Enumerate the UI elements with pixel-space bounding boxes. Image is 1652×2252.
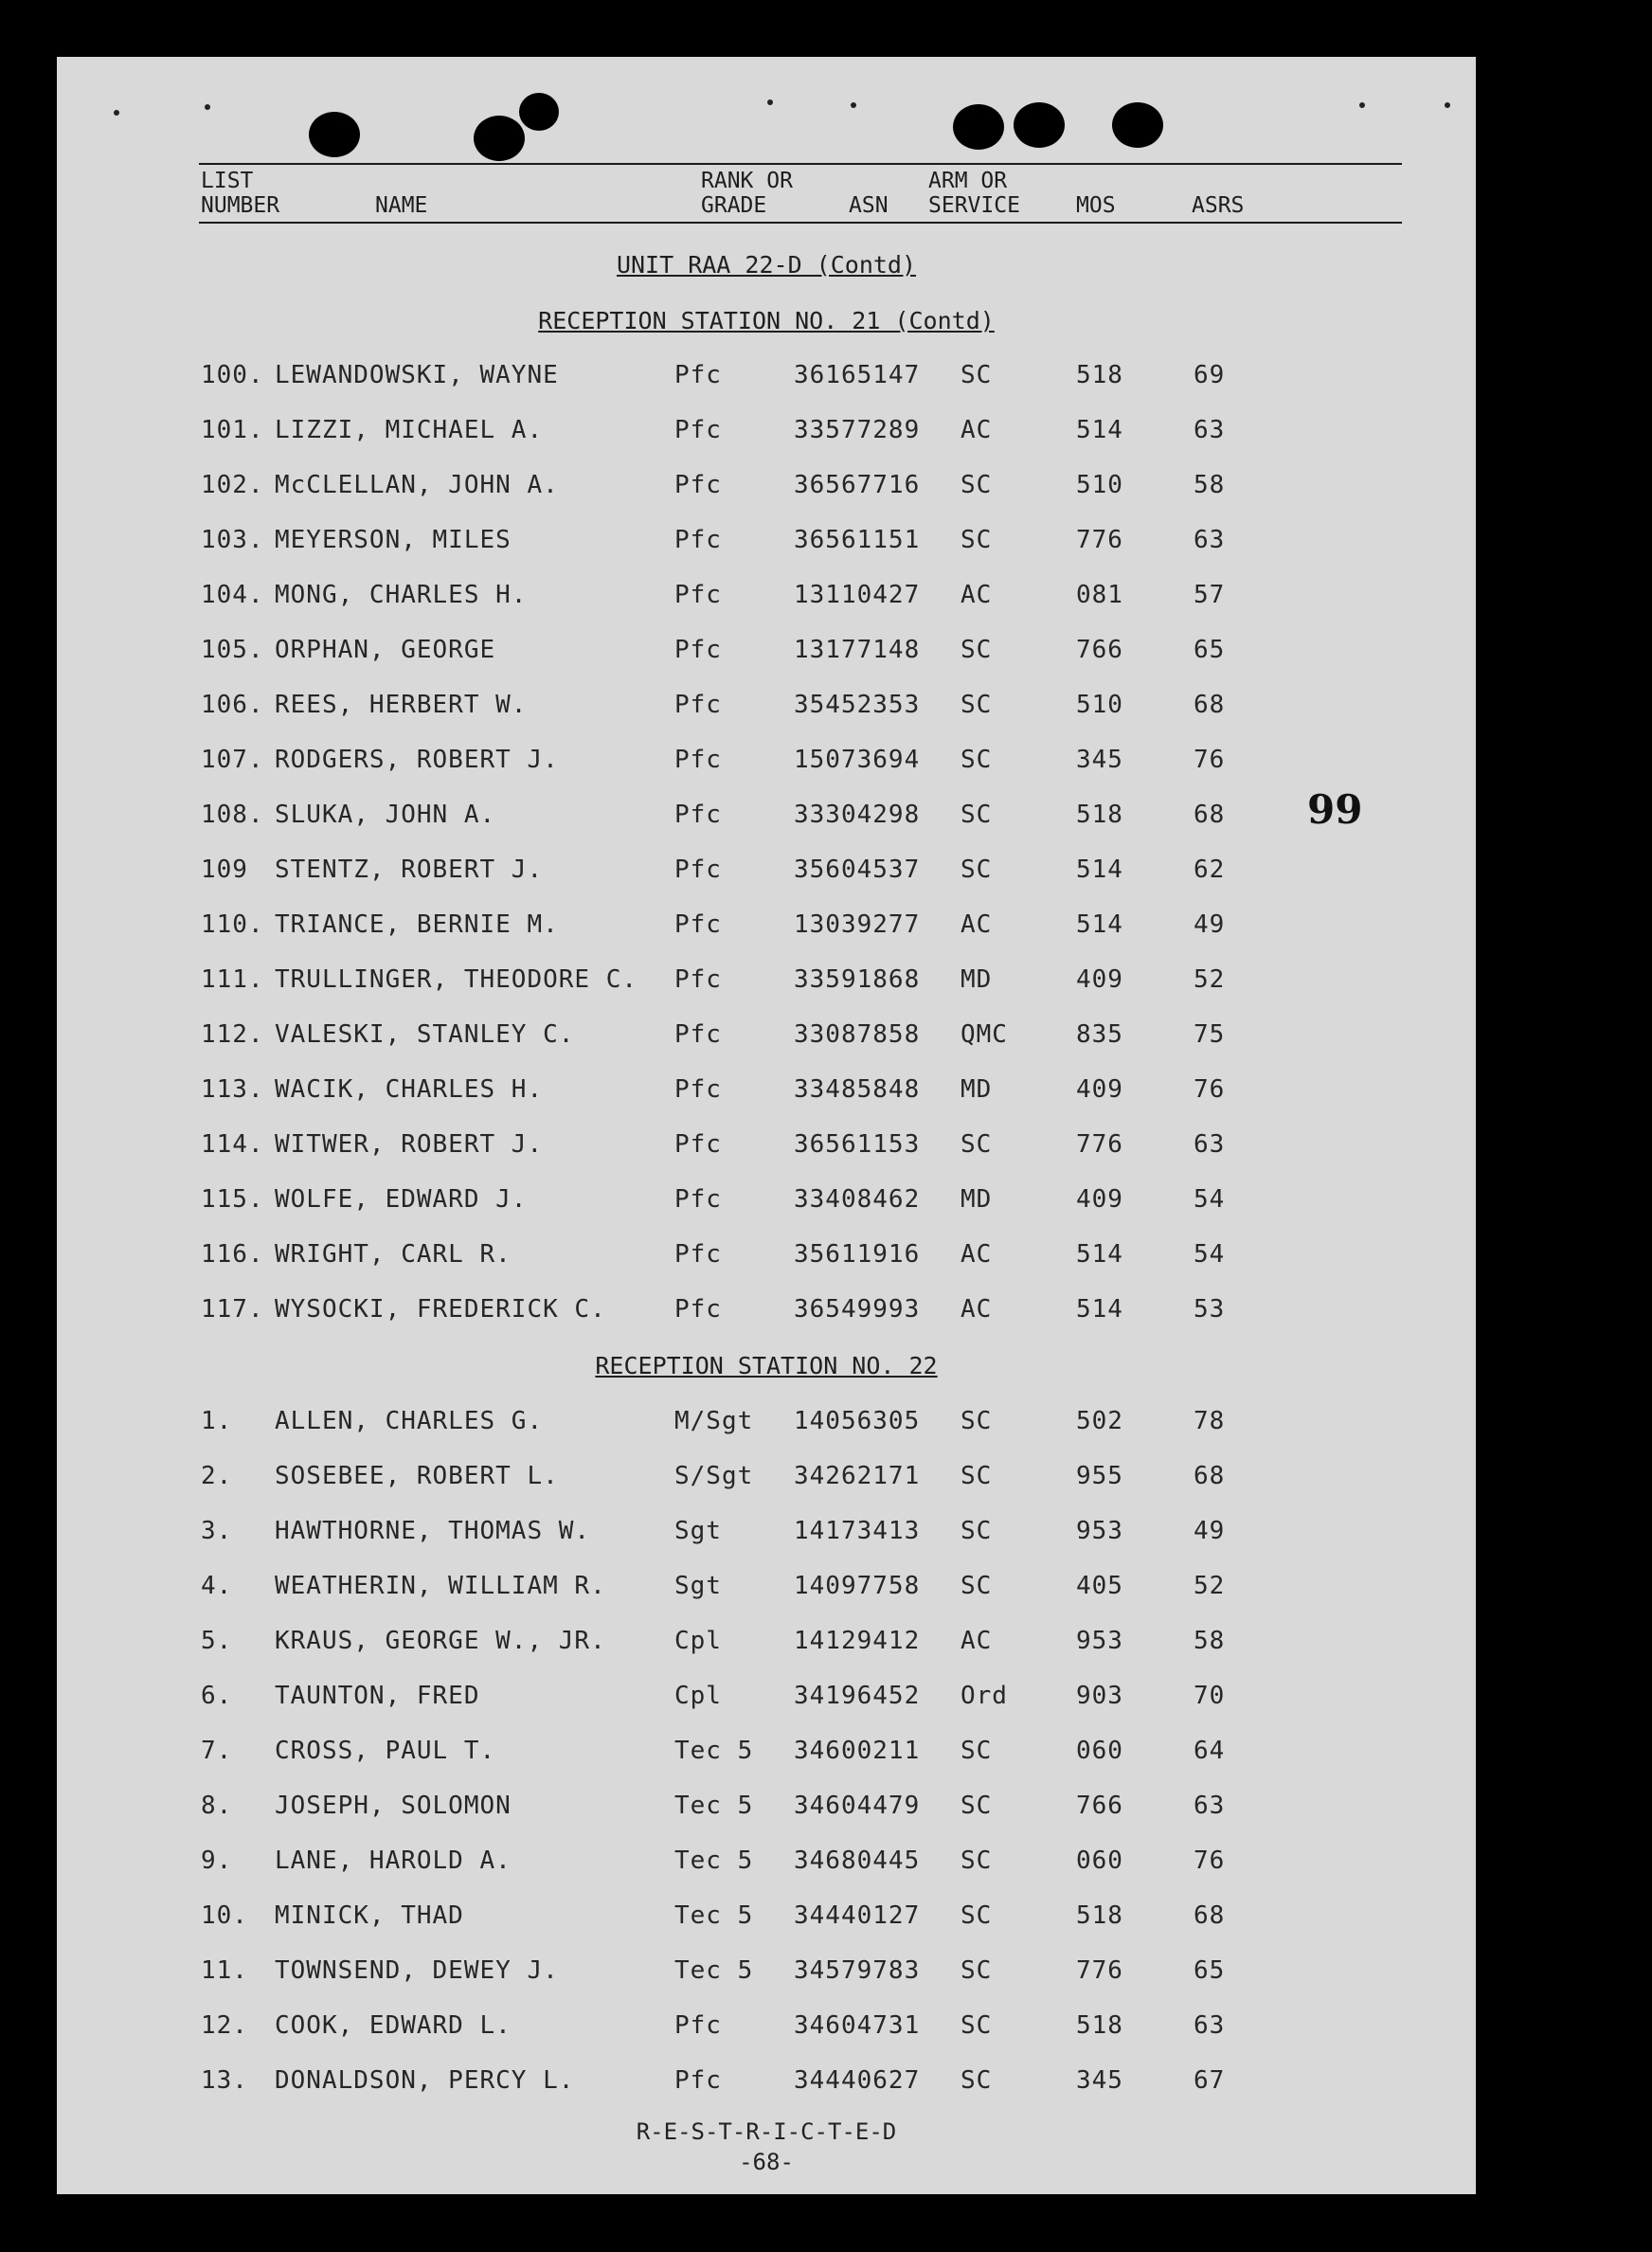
header-mos: MOS: [1076, 193, 1116, 218]
table-row: [57, 1240, 1476, 1274]
cell-asn: 15073694: [794, 746, 921, 774]
cell-mos: 060: [1076, 1847, 1123, 1875]
cell-num: 108.: [201, 801, 264, 829]
cell-arm: SC: [961, 1901, 993, 1930]
cell-name: STENTZ, ROBERT J.: [275, 856, 544, 884]
punch-hole: [953, 104, 1004, 150]
punch-hole: [1014, 102, 1065, 148]
table-row: [57, 581, 1476, 615]
cell-asn: 34600211: [794, 1737, 921, 1765]
punch-hole: [309, 112, 360, 157]
cell-asn: 35604537: [794, 856, 921, 884]
cell-rank: Pfc: [674, 636, 722, 664]
cell-asrs: 75: [1194, 1020, 1226, 1049]
cell-asn: 33577289: [794, 416, 921, 444]
page-stamp: 99: [1307, 786, 1363, 833]
cell-mos: 953: [1076, 1627, 1123, 1655]
cell-arm: SC: [961, 1792, 993, 1820]
cell-asn: 14056305: [794, 1407, 921, 1435]
cell-rank: Pfc: [674, 361, 722, 389]
cell-asn: 13177148: [794, 636, 921, 664]
cell-asrs: 69: [1194, 361, 1226, 389]
cell-num: 111.: [201, 965, 264, 994]
cell-asn: 34440627: [794, 2066, 921, 2095]
header-asrs: ASRS: [1192, 193, 1245, 218]
footer-page-number: -68-: [739, 2149, 794, 2175]
cell-arm: SC: [961, 361, 993, 389]
cell-mos: 776: [1076, 526, 1123, 554]
cell-mos: 903: [1076, 1682, 1123, 1710]
cell-arm: SC: [961, 746, 993, 774]
table-row: [57, 1407, 1476, 1441]
cell-rank: M/Sgt: [674, 1407, 754, 1435]
speck: [1359, 102, 1365, 108]
cell-rank: Pfc: [674, 1130, 722, 1159]
cell-num: 112.: [201, 1020, 264, 1049]
cell-arm: SC: [961, 1956, 993, 1985]
cell-num: 116.: [201, 1240, 264, 1269]
cell-asrs: 52: [1194, 965, 1226, 994]
cell-mos: 835: [1076, 1020, 1123, 1049]
cell-num: 7.: [201, 1737, 233, 1765]
table-row: [57, 1572, 1476, 1606]
cell-arm: MD: [961, 1075, 993, 1104]
cell-arm: QMC: [961, 1020, 1008, 1049]
cell-rank: S/Sgt: [674, 1462, 754, 1490]
cell-mos: 766: [1076, 1792, 1123, 1820]
cell-rank: Pfc: [674, 965, 722, 994]
cell-mos: 514: [1076, 910, 1123, 939]
cell-name: McCLELLAN, JOHN A.: [275, 471, 559, 499]
cell-asn: 34604731: [794, 2011, 921, 2040]
section1-title: RECEPTION STATION NO. 21 (Contd): [538, 307, 995, 334]
cell-mos: 345: [1076, 2066, 1123, 2095]
cell-rank: Tec 5: [674, 1956, 754, 1985]
cell-name: ORPHAN, GEORGE: [275, 636, 496, 664]
cell-asn: 36165147: [794, 361, 921, 389]
cell-asrs: 78: [1194, 1407, 1226, 1435]
cell-mos: 766: [1076, 636, 1123, 664]
cell-mos: 409: [1076, 1185, 1123, 1214]
cell-num: 10.: [201, 1901, 248, 1930]
table-row: [57, 416, 1476, 450]
cell-rank: Pfc: [674, 416, 722, 444]
cell-asrs: 68: [1194, 1462, 1226, 1490]
table-row: [57, 856, 1476, 890]
cell-name: HAWTHORNE, THOMAS W.: [275, 1517, 591, 1545]
cell-name: COOK, EDWARD L.: [275, 2011, 512, 2040]
cell-asn: 13039277: [794, 910, 921, 939]
cell-asn: 13110427: [794, 581, 921, 609]
cell-num: 115.: [201, 1185, 264, 1214]
header-rank-line2: GRADE: [701, 193, 767, 218]
cell-num: 3.: [201, 1517, 233, 1545]
table-row: [57, 1185, 1476, 1219]
table-row: [57, 636, 1476, 670]
cell-mos: 405: [1076, 1572, 1123, 1600]
cell-asrs: 58: [1194, 471, 1226, 499]
cell-arm: SC: [961, 471, 993, 499]
cell-asrs: 53: [1194, 1295, 1226, 1324]
cell-name: WEATHERIN, WILLIAM R.: [275, 1572, 606, 1600]
cell-num: 101.: [201, 416, 264, 444]
cell-rank: Pfc: [674, 1240, 722, 1269]
cell-arm: SC: [961, 1517, 993, 1545]
cell-asn: 14097758: [794, 1572, 921, 1600]
cell-rank: Pfc: [674, 581, 722, 609]
header-list-line1: LIST: [201, 169, 254, 193]
cell-asrs: 67: [1194, 2066, 1226, 2095]
cell-name: KRAUS, GEORGE W., JR.: [275, 1627, 606, 1655]
header-rank-line1: RANK OR: [701, 169, 793, 193]
cell-asn: 36567716: [794, 471, 921, 499]
cell-name: WOLFE, EDWARD J.: [275, 1185, 528, 1214]
cell-num: 8.: [201, 1792, 233, 1820]
cell-num: 2.: [201, 1462, 233, 1490]
cell-arm: SC: [961, 801, 993, 829]
table-row: [57, 526, 1476, 560]
cell-rank: Sgt: [674, 1517, 722, 1545]
cell-mos: 776: [1076, 1956, 1123, 1985]
cell-name: WITWER, ROBERT J.: [275, 1130, 544, 1159]
cell-num: 5.: [201, 1627, 233, 1655]
cell-name: TOWNSEND, DEWEY J.: [275, 1956, 559, 1985]
cell-name: REES, HERBERT W.: [275, 691, 528, 719]
cell-mos: 345: [1076, 746, 1123, 774]
cell-num: 109: [201, 856, 248, 884]
cell-mos: 518: [1076, 801, 1123, 829]
table-row: [57, 1020, 1476, 1054]
table-row: [57, 1517, 1476, 1551]
table-row: [57, 1792, 1476, 1826]
cell-rank: Tec 5: [674, 1737, 754, 1765]
cell-asrs: 63: [1194, 1792, 1226, 1820]
cell-rank: Tec 5: [674, 1901, 754, 1930]
cell-num: 11.: [201, 1956, 248, 1985]
cell-arm: SC: [961, 856, 993, 884]
cell-asrs: 76: [1194, 1075, 1226, 1104]
punch-hole: [519, 93, 559, 131]
cell-arm: SC: [961, 1737, 993, 1765]
cell-mos: 776: [1076, 1130, 1123, 1159]
cell-rank: Pfc: [674, 1295, 722, 1324]
cell-arm: SC: [961, 1407, 993, 1435]
cell-num: 102.: [201, 471, 264, 499]
cell-num: 4.: [201, 1572, 233, 1600]
cell-rank: Tec 5: [674, 1847, 754, 1875]
header-name: NAME: [375, 193, 428, 218]
cell-rank: Tec 5: [674, 1792, 754, 1820]
cell-arm: AC: [961, 1627, 993, 1655]
cell-mos: 518: [1076, 1901, 1123, 1930]
cell-mos: 955: [1076, 1462, 1123, 1490]
cell-arm: SC: [961, 526, 993, 554]
cell-name: SLUKA, JOHN A.: [275, 801, 496, 829]
cell-arm: SC: [961, 636, 993, 664]
cell-mos: 953: [1076, 1517, 1123, 1545]
cell-asrs: 76: [1194, 746, 1226, 774]
cell-rank: Pfc: [674, 691, 722, 719]
header-arm-line1: ARM OR: [928, 169, 1008, 193]
punch-hole: [474, 116, 525, 161]
cell-arm: AC: [961, 1295, 993, 1324]
cell-rank: Pfc: [674, 1185, 722, 1214]
cell-name: MINICK, THAD: [275, 1901, 464, 1930]
cell-name: WACIK, CHARLES H.: [275, 1075, 544, 1104]
cell-mos: 514: [1076, 1295, 1123, 1324]
cell-asn: 33304298: [794, 801, 921, 829]
cell-arm: AC: [961, 910, 993, 939]
cell-name: WRIGHT, CARL R.: [275, 1240, 512, 1269]
cell-asn: 34262171: [794, 1462, 921, 1490]
cell-name: MONG, CHARLES H.: [275, 581, 528, 609]
cell-asrs: 63: [1194, 1130, 1226, 1159]
cell-rank: Pfc: [674, 801, 722, 829]
cell-name: LANE, HAROLD A.: [275, 1847, 512, 1875]
cell-asn: 34604479: [794, 1792, 921, 1820]
cell-asrs: 63: [1194, 2011, 1226, 2040]
table-row: [57, 965, 1476, 1000]
table-row: [57, 1956, 1476, 1991]
cell-asrs: 76: [1194, 1847, 1226, 1875]
header-list-line2: NUMBER: [201, 193, 280, 218]
cell-arm: SC: [961, 2011, 993, 2040]
document-page: [57, 57, 1476, 2194]
cell-num: 100.: [201, 361, 264, 389]
table-row: [57, 1627, 1476, 1661]
cell-rank: Pfc: [674, 471, 722, 499]
cell-rank: Pfc: [674, 2066, 722, 2095]
cell-rank: Pfc: [674, 1020, 722, 1049]
cell-rank: Cpl: [674, 1627, 722, 1655]
cell-asrs: 64: [1194, 1737, 1226, 1765]
cell-name: ALLEN, CHARLES G.: [275, 1407, 544, 1435]
cell-num: 6.: [201, 1682, 233, 1710]
section2-title: RECEPTION STATION NO. 22: [595, 1352, 938, 1379]
speck: [1445, 102, 1450, 108]
cell-num: 106.: [201, 691, 264, 719]
cell-num: 117.: [201, 1295, 264, 1324]
cell-mos: 510: [1076, 691, 1123, 719]
cell-asn: 34579783: [794, 1956, 921, 1985]
cell-arm: AC: [961, 1240, 993, 1269]
cell-name: TRIANCE, BERNIE M.: [275, 910, 559, 939]
cell-asrs: 62: [1194, 856, 1226, 884]
cell-asn: 33485848: [794, 1075, 921, 1104]
table-row: [57, 801, 1476, 835]
table-row: [57, 1130, 1476, 1164]
speck: [767, 99, 773, 105]
table-row: [57, 1737, 1476, 1771]
header-arm-line2: SERVICE: [928, 193, 1020, 218]
cell-asrs: 68: [1194, 1901, 1226, 1930]
speck: [851, 102, 856, 108]
cell-asrs: 58: [1194, 1627, 1226, 1655]
cell-asn: 36561153: [794, 1130, 921, 1159]
cell-rank: Pfc: [674, 526, 722, 554]
cell-asn: 34680445: [794, 1847, 921, 1875]
cell-asrs: 68: [1194, 691, 1226, 719]
cell-name: JOSEPH, SOLOMON: [275, 1792, 512, 1820]
cell-asrs: 65: [1194, 1956, 1226, 1985]
cell-arm: AC: [961, 581, 993, 609]
cell-rank: Pfc: [674, 1075, 722, 1104]
table-row: [57, 1075, 1476, 1109]
cell-name: WYSOCKI, FREDERICK C.: [275, 1295, 606, 1324]
cell-mos: 514: [1076, 1240, 1123, 1269]
cell-mos: 514: [1076, 856, 1123, 884]
table-row: [57, 1295, 1476, 1329]
unit-title: UNIT RAA 22-D (Contd): [616, 251, 917, 279]
cell-asn: 33408462: [794, 1185, 921, 1214]
cell-num: 113.: [201, 1075, 264, 1104]
table-row: [57, 2011, 1476, 2045]
cell-mos: 514: [1076, 416, 1123, 444]
cell-asn: 36561151: [794, 526, 921, 554]
cell-mos: 510: [1076, 471, 1123, 499]
cell-name: DONALDSON, PERCY L.: [275, 2066, 575, 2095]
table-row: [57, 471, 1476, 505]
table-row: [57, 1682, 1476, 1716]
cell-asn: 33087858: [794, 1020, 921, 1049]
cell-name: TRULLINGER, THEODORE C.: [275, 965, 638, 994]
header-asn: ASN: [849, 193, 889, 218]
cell-asn: 14129412: [794, 1627, 921, 1655]
speck: [205, 104, 210, 110]
cell-asrs: 65: [1194, 636, 1226, 664]
cell-num: 1.: [201, 1407, 233, 1435]
cell-name: RODGERS, ROBERT J.: [275, 746, 559, 774]
cell-mos: 060: [1076, 1737, 1123, 1765]
cell-arm: MD: [961, 1185, 993, 1214]
cell-name: CROSS, PAUL T.: [275, 1737, 496, 1765]
cell-num: 114.: [201, 1130, 264, 1159]
cell-rank: Pfc: [674, 910, 722, 939]
table-row: [57, 1462, 1476, 1496]
cell-rank: Pfc: [674, 856, 722, 884]
column-header-band: [199, 163, 1402, 224]
cell-mos: 502: [1076, 1407, 1123, 1435]
speck: [114, 110, 119, 116]
cell-arm: SC: [961, 1847, 993, 1875]
cell-asrs: 68: [1194, 801, 1226, 829]
cell-asrs: 57: [1194, 581, 1226, 609]
table-row: [57, 691, 1476, 725]
cell-asrs: 63: [1194, 416, 1226, 444]
cell-name: SOSEBEE, ROBERT L.: [275, 1462, 559, 1490]
cell-name: LIZZI, MICHAEL A.: [275, 416, 544, 444]
cell-asrs: 52: [1194, 1572, 1226, 1600]
cell-arm: SC: [961, 1572, 993, 1600]
table-row: [57, 1901, 1476, 1936]
punch-hole: [1112, 102, 1163, 148]
cell-rank: Pfc: [674, 2011, 722, 2040]
cell-asn: 34196452: [794, 1682, 921, 1710]
cell-num: 12.: [201, 2011, 248, 2040]
cell-arm: MD: [961, 965, 993, 994]
cell-arm: Ord: [961, 1682, 1008, 1710]
cell-name: VALESKI, STANLEY C.: [275, 1020, 575, 1049]
cell-mos: 409: [1076, 965, 1123, 994]
cell-arm: SC: [961, 691, 993, 719]
cell-arm: AC: [961, 416, 993, 444]
cell-mos: 518: [1076, 361, 1123, 389]
cell-num: 13.: [201, 2066, 248, 2095]
table-row: [57, 746, 1476, 780]
cell-asn: 34440127: [794, 1901, 921, 1930]
cell-rank: Pfc: [674, 746, 722, 774]
cell-asrs: 54: [1194, 1240, 1226, 1269]
cell-arm: SC: [961, 1462, 993, 1490]
cell-num: 110.: [201, 910, 264, 939]
cell-rank: Sgt: [674, 1572, 722, 1600]
table-row: [57, 2066, 1476, 2100]
cell-num: 107.: [201, 746, 264, 774]
cell-asn: 14173413: [794, 1517, 921, 1545]
cell-mos: 081: [1076, 581, 1123, 609]
cell-arm: SC: [961, 1130, 993, 1159]
cell-asn: 35611916: [794, 1240, 921, 1269]
table-row: [57, 910, 1476, 945]
table-row: [57, 1847, 1476, 1881]
cell-num: 105.: [201, 636, 264, 664]
cell-num: 104.: [201, 581, 264, 609]
footer-restricted: R-E-S-T-R-I-C-T-E-D: [636, 2118, 897, 2145]
cell-asrs: 70: [1194, 1682, 1226, 1710]
cell-asn: 33591868: [794, 965, 921, 994]
cell-asn: 36549993: [794, 1295, 921, 1324]
cell-name: MEYERSON, MILES: [275, 526, 512, 554]
cell-num: 103.: [201, 526, 264, 554]
cell-name: TAUNTON, FRED: [275, 1682, 480, 1710]
cell-asrs: 54: [1194, 1185, 1226, 1214]
cell-asrs: 49: [1194, 910, 1226, 939]
cell-rank: Cpl: [674, 1682, 722, 1710]
cell-num: 9.: [201, 1847, 233, 1875]
cell-asrs: 63: [1194, 526, 1226, 554]
table-row: [57, 361, 1476, 395]
cell-name: LEWANDOWSKI, WAYNE: [275, 361, 559, 389]
cell-asrs: 49: [1194, 1517, 1226, 1545]
cell-asn: 35452353: [794, 691, 921, 719]
cell-mos: 518: [1076, 2011, 1123, 2040]
cell-mos: 409: [1076, 1075, 1123, 1104]
cell-arm: SC: [961, 2066, 993, 2095]
